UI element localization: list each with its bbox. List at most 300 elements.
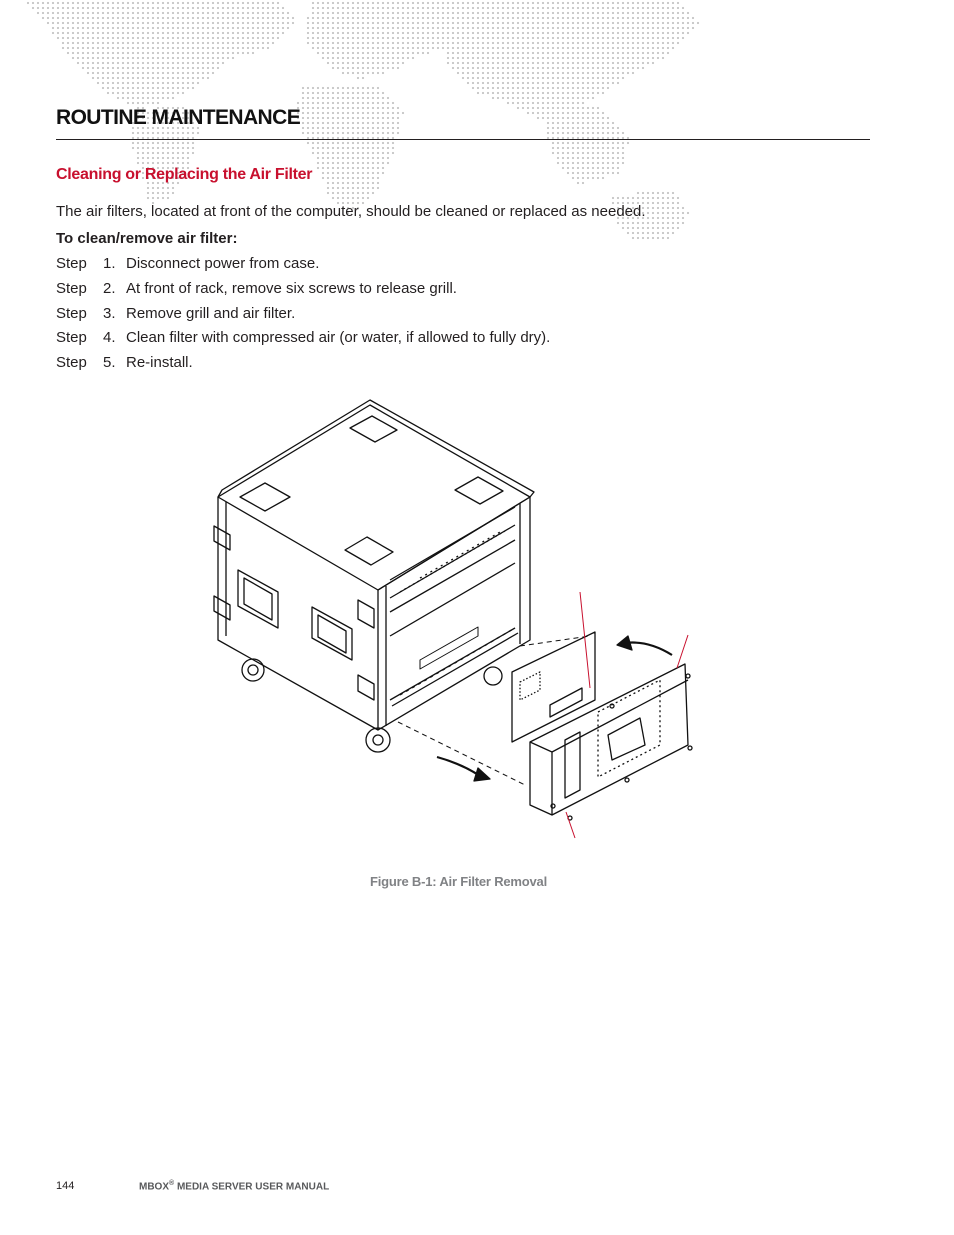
map-dot [362, 32, 364, 34]
map-dot [597, 62, 599, 64]
map-dot [77, 12, 79, 14]
map-dot [567, 47, 569, 49]
map-dot [347, 42, 349, 44]
map-dot [542, 97, 544, 99]
map-dot [652, 12, 654, 14]
map-dot [532, 52, 534, 54]
map-dot [547, 127, 549, 129]
map-dot [527, 27, 529, 29]
map-dot [332, 162, 334, 164]
map-dot [602, 32, 604, 34]
map-dot [77, 62, 79, 64]
map-dot [102, 47, 104, 49]
map-dot [447, 17, 449, 19]
map-dot [342, 97, 344, 99]
map-dot [362, 37, 364, 39]
map-dot [597, 107, 599, 109]
map-dot [182, 82, 184, 84]
map-dot [377, 167, 379, 169]
map-dot [577, 92, 579, 94]
map-dot [532, 2, 534, 4]
map-dot [512, 27, 514, 29]
map-dot [112, 47, 114, 49]
map-dot [642, 192, 644, 194]
map-dot [322, 172, 324, 174]
map-dot [137, 72, 139, 74]
map-dot [152, 7, 154, 9]
map-dot [67, 37, 69, 39]
map-dot [167, 67, 169, 69]
map-dot [512, 32, 514, 34]
map-dot [647, 17, 649, 19]
map-dot [462, 37, 464, 39]
map-dot [172, 47, 174, 49]
map-dot [467, 17, 469, 19]
map-dot [157, 132, 159, 134]
map-dot [352, 97, 354, 99]
map-dot [567, 127, 569, 129]
map-dot [87, 7, 89, 9]
map-dot [382, 7, 384, 9]
map-dot [567, 157, 569, 159]
map-dot [152, 192, 154, 194]
map-dot [592, 142, 594, 144]
map-dot [422, 12, 424, 14]
map-dot [152, 197, 154, 199]
map-dot [147, 57, 149, 59]
footer-manual-title: MBOX® MEDIA SERVER USER MANUAL [139, 1180, 330, 1193]
map-dot [642, 57, 644, 59]
map-dot [122, 92, 124, 94]
map-dot [462, 57, 464, 59]
map-dot [387, 67, 389, 69]
map-dot [612, 62, 614, 64]
map-dot [592, 122, 594, 124]
map-dot [352, 117, 354, 119]
map-dot [542, 57, 544, 59]
map-dot [92, 57, 94, 59]
map-dot [352, 192, 354, 194]
map-dot [217, 22, 219, 24]
map-dot [457, 67, 459, 69]
map-dot [547, 37, 549, 39]
map-dot [357, 177, 359, 179]
map-dot [232, 32, 234, 34]
map-dot [332, 147, 334, 149]
map-dot [477, 2, 479, 4]
map-dot [77, 17, 79, 19]
map-dot [347, 47, 349, 49]
map-dot [152, 97, 154, 99]
map-dot [412, 52, 414, 54]
map-dot [97, 57, 99, 59]
map-dot [257, 27, 259, 29]
map-dot [602, 92, 604, 94]
map-dot [352, 142, 354, 144]
map-dot [412, 32, 414, 34]
map-dot [392, 32, 394, 34]
map-dot [342, 32, 344, 34]
map-dot [547, 22, 549, 24]
map-dot [687, 22, 689, 24]
map-dot [232, 22, 234, 24]
map-dot [172, 162, 174, 164]
map-dot [587, 57, 589, 59]
map-dot [662, 2, 664, 4]
map-dot [577, 147, 579, 149]
map-dot [562, 62, 564, 64]
map-dot [202, 57, 204, 59]
map-dot [357, 32, 359, 34]
map-dot [282, 17, 284, 19]
map-dot [347, 7, 349, 9]
map-dot [492, 37, 494, 39]
map-dot [612, 147, 614, 149]
map-dot [472, 32, 474, 34]
map-dot [237, 12, 239, 14]
map-dot [527, 112, 529, 114]
map-dot [577, 37, 579, 39]
map-dot [362, 142, 364, 144]
map-dot [632, 12, 634, 14]
map-dot [147, 97, 149, 99]
map-dot [132, 62, 134, 64]
map-dot [207, 17, 209, 19]
map-dot [342, 27, 344, 29]
map-dot [377, 2, 379, 4]
map-dot [577, 12, 579, 14]
map-dot [577, 112, 579, 114]
map-dot [372, 142, 374, 144]
map-dot [97, 42, 99, 44]
map-dot [562, 77, 564, 79]
map-dot [92, 42, 94, 44]
map-dot [132, 12, 134, 14]
map-dot [352, 7, 354, 9]
map-dot [172, 152, 174, 154]
map-dot [672, 232, 674, 234]
map-dot [647, 212, 649, 214]
map-dot [167, 142, 169, 144]
map-dot [382, 27, 384, 29]
map-dot [497, 42, 499, 44]
step-item: Step 3. Remove grill and air filter. [56, 304, 296, 322]
map-dot [372, 47, 374, 49]
map-dot [552, 92, 554, 94]
map-dot [282, 22, 284, 24]
map-dot [592, 177, 594, 179]
map-dot [457, 7, 459, 9]
map-dot [47, 2, 49, 4]
map-dot [482, 7, 484, 9]
map-dot [67, 2, 69, 4]
map-dot [102, 57, 104, 59]
map-dot [382, 127, 384, 129]
map-dot [172, 12, 174, 14]
map-dot [202, 37, 204, 39]
map-dot [272, 17, 274, 19]
map-dot [72, 32, 74, 34]
map-dot [602, 112, 604, 114]
map-dot [402, 32, 404, 34]
map-dot [362, 77, 364, 79]
map-dot [437, 12, 439, 14]
map-dot [412, 17, 414, 19]
map-dot [117, 2, 119, 4]
map-dot [597, 177, 599, 179]
map-dot [517, 82, 519, 84]
map-dot [672, 37, 674, 39]
map-dot [377, 62, 379, 64]
map-dot [327, 62, 329, 64]
map-dot [512, 47, 514, 49]
map-dot [507, 52, 509, 54]
map-dot [612, 17, 614, 19]
map-dot [192, 52, 194, 54]
map-dot [507, 57, 509, 59]
map-dot [427, 52, 429, 54]
map-dot [412, 7, 414, 9]
map-dot [617, 12, 619, 14]
map-dot [367, 17, 369, 19]
map-dot [137, 62, 139, 64]
map-dot [227, 2, 229, 4]
map-dot [632, 222, 634, 224]
map-dot [462, 32, 464, 34]
map-dot [602, 27, 604, 29]
map-dot [422, 27, 424, 29]
map-dot [222, 37, 224, 39]
map-dot [602, 127, 604, 129]
map-dot [357, 107, 359, 109]
map-dot [202, 7, 204, 9]
map-dot [527, 97, 529, 99]
map-dot [322, 2, 324, 4]
map-dot [307, 142, 309, 144]
map-dot [602, 117, 604, 119]
map-dot [592, 127, 594, 129]
map-dot [442, 17, 444, 19]
map-dot [637, 2, 639, 4]
map-dot [472, 47, 474, 49]
map-dot [547, 2, 549, 4]
map-dot [187, 162, 189, 164]
map-dot [112, 52, 114, 54]
map-dot [562, 147, 564, 149]
map-dot [657, 22, 659, 24]
map-dot [177, 147, 179, 149]
map-dot [147, 162, 149, 164]
map-dot [572, 162, 574, 164]
map-dot [397, 17, 399, 19]
map-dot [177, 72, 179, 74]
map-dot [567, 7, 569, 9]
map-dot [437, 2, 439, 4]
map-dot [147, 87, 149, 89]
map-dot [562, 2, 564, 4]
map-dot [227, 47, 229, 49]
map-dot [347, 67, 349, 69]
map-dot [347, 192, 349, 194]
map-dot [207, 67, 209, 69]
map-dot [337, 62, 339, 64]
map-dot [352, 162, 354, 164]
map-dot [612, 127, 614, 129]
map-dot [392, 147, 394, 149]
map-dot [532, 102, 534, 104]
map-dot [642, 222, 644, 224]
map-dot [597, 72, 599, 74]
map-dot [422, 7, 424, 9]
map-dot [517, 57, 519, 59]
map-dot [182, 7, 184, 9]
map-dot [637, 227, 639, 229]
map-dot [537, 32, 539, 34]
map-dot [557, 42, 559, 44]
map-dot [527, 57, 529, 59]
map-dot [312, 117, 314, 119]
map-dot [637, 17, 639, 19]
map-dot [192, 57, 194, 59]
map-dot [487, 7, 489, 9]
map-dot [547, 17, 549, 19]
map-dot [637, 67, 639, 69]
map-dot [357, 7, 359, 9]
map-dot [432, 22, 434, 24]
map-dot [117, 7, 119, 9]
map-dot [512, 62, 514, 64]
map-dot [267, 37, 269, 39]
map-dot [562, 12, 564, 14]
map-dot [472, 52, 474, 54]
map-dot [562, 7, 564, 9]
map-dot [167, 22, 169, 24]
map-dot [567, 87, 569, 89]
map-dot [377, 22, 379, 24]
map-dot [682, 212, 684, 214]
map-dot [487, 2, 489, 4]
map-dot [67, 52, 69, 54]
map-dot [162, 57, 164, 59]
map-dot [122, 17, 124, 19]
map-dot [572, 7, 574, 9]
map-dot [487, 57, 489, 59]
map-dot [552, 77, 554, 79]
map-dot [317, 132, 319, 134]
map-dot [607, 87, 609, 89]
map-dot [362, 177, 364, 179]
map-dot [312, 27, 314, 29]
map-dot [607, 57, 609, 59]
map-dot [347, 197, 349, 199]
map-dot [527, 47, 529, 49]
map-dot [647, 227, 649, 229]
map-dot [312, 112, 314, 114]
map-dot [477, 87, 479, 89]
map-dot [82, 32, 84, 34]
map-dot [327, 87, 329, 89]
map-dot [227, 22, 229, 24]
map-dot [382, 47, 384, 49]
map-dot [657, 192, 659, 194]
map-dot [382, 147, 384, 149]
map-dot [532, 17, 534, 19]
map-dot [497, 57, 499, 59]
map-dot [532, 87, 534, 89]
map-dot [317, 112, 319, 114]
map-dot [452, 22, 454, 24]
map-dot [617, 147, 619, 149]
map-dot [327, 22, 329, 24]
map-dot [597, 67, 599, 69]
map-dot [422, 52, 424, 54]
map-dot [72, 12, 74, 14]
map-dot [392, 17, 394, 19]
map-dot [537, 37, 539, 39]
map-dot [352, 67, 354, 69]
map-dot [667, 197, 669, 199]
map-dot [212, 47, 214, 49]
map-dot [102, 22, 104, 24]
map-dot [612, 7, 614, 9]
map-dot [602, 72, 604, 74]
map-dot [537, 22, 539, 24]
map-dot [172, 187, 174, 189]
map-dot [302, 92, 304, 94]
map-dot [252, 7, 254, 9]
map-dot [662, 12, 664, 14]
map-dot [557, 62, 559, 64]
map-dot [252, 32, 254, 34]
map-dot [552, 47, 554, 49]
map-dot [357, 42, 359, 44]
map-dot [332, 92, 334, 94]
map-dot [527, 67, 529, 69]
map-dot [207, 47, 209, 49]
map-dot [422, 22, 424, 24]
map-dot [322, 7, 324, 9]
map-dot [582, 57, 584, 59]
map-dot [207, 27, 209, 29]
map-dot [512, 77, 514, 79]
map-dot [572, 72, 574, 74]
map-dot [347, 152, 349, 154]
map-dot [602, 57, 604, 59]
map-dot [332, 192, 334, 194]
map-dot [452, 67, 454, 69]
map-dot [467, 42, 469, 44]
map-dot [617, 222, 619, 224]
map-dot [332, 157, 334, 159]
map-dot [562, 82, 564, 84]
map-dot [87, 62, 89, 64]
map-dot [122, 67, 124, 69]
map-dot [542, 27, 544, 29]
map-dot [617, 42, 619, 44]
map-dot [352, 62, 354, 64]
map-dot [232, 52, 234, 54]
map-dot [567, 27, 569, 29]
map-dot [137, 97, 139, 99]
map-dot [222, 42, 224, 44]
map-dot [592, 97, 594, 99]
map-dot [487, 32, 489, 34]
map-dot [662, 227, 664, 229]
map-dot [512, 72, 514, 74]
map-dot [552, 102, 554, 104]
map-dot [92, 22, 94, 24]
map-dot [477, 77, 479, 79]
